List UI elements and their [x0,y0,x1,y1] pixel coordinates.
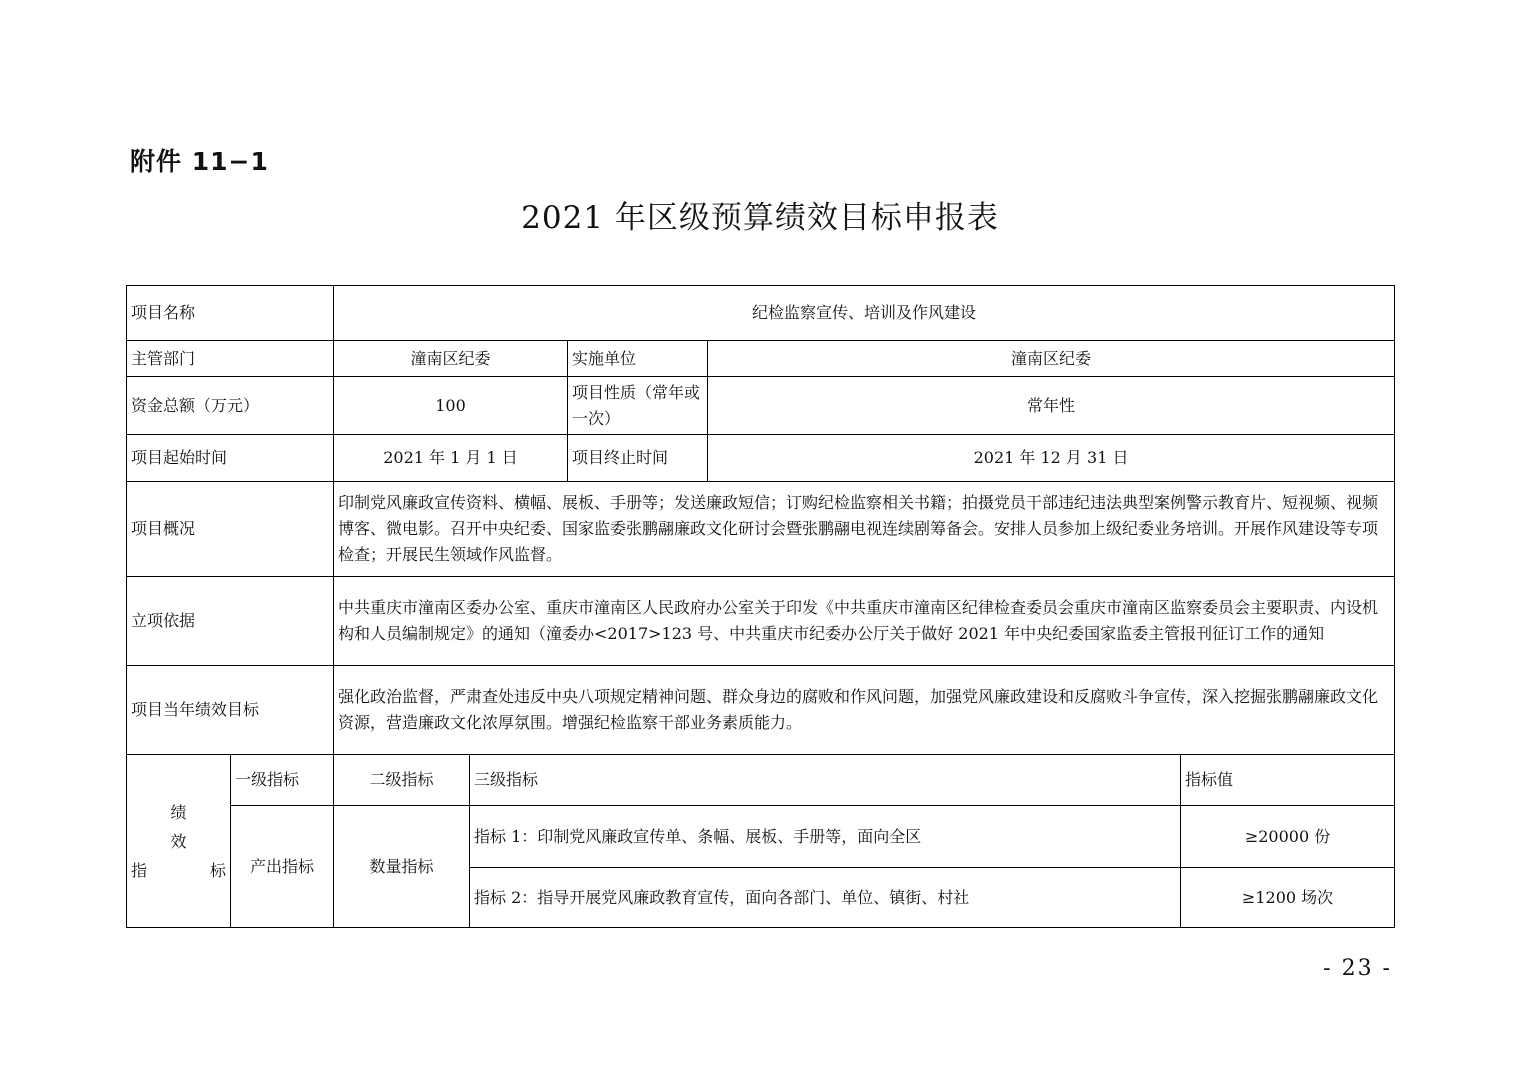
goal-label: 项目当年绩效目标 [127,666,334,755]
project-name-value: 纪检监察宣传、培训及作风建设 [334,286,1395,341]
col-level1-header: 一级指标 [231,755,334,806]
project-name-label: 项目名称 [127,286,334,341]
side-char-1: 绩 [170,802,187,822]
level1-value: 产出指标 [231,806,334,928]
indicator-row-1 [127,806,1395,868]
side-char-3 [131,856,226,885]
goal-value: 强化政治监督，严肃查处违反中央八项规定精神问题、群众身边的腐败和作风问题，加强党风廉政建设和反腐败斗争宣传，深入挖掘张鹏翮廉政文化资源，营造廉政文化浓厚氛围。增强纪检监察干部业务素质能力。 [334,666,1395,755]
page-number: - 23 - [1323,956,1392,981]
indicator-1-value: ≥20000 份 [1181,806,1395,868]
overview-label: 项目概况 [127,482,334,577]
unit-label: 实施单位 [568,341,708,377]
level2-value: 数量指标 [334,806,470,928]
overview-value: 印制党风廉政宣传资料、横幅、展板、手册等；发送廉政短信；订购纪检监察相关书籍；拍摄党员干部违纪违法典型案例警示教育片、短视频、视频博客、微电影。召开中央纪委、国家监委张鹏翮廉政文化研讨会暨张鹏翮电视连续剧筹备会。安排人员参加上级纪委业务培训。开展作风建设等专项检查；开展民生领域作风监督。 [334,482,1395,577]
budget-form-table [126,285,1395,928]
unit-value: 潼南区纪委 [708,341,1395,377]
col-level3-header: 三级指标 [470,755,1181,806]
indicator-1-desc: 指标 1：印制党风廉政宣传单、条幅、展板、手册等，面向全区 [470,806,1181,868]
basis-label: 立项依据 [127,577,334,666]
start-value: 2021 年 1 月 1 日 [334,435,568,482]
indicator-2-value: ≥1200 场次 [1181,868,1395,928]
dept-label: 主管部门 [127,341,334,377]
page-title: 2021 年区级预算绩效目标申报表 [521,200,999,236]
row-indicator-header [127,755,1395,806]
side-char-3b: 标 [209,860,226,880]
row-project-name [127,286,1395,341]
end-value: 2021 年 12 月 31 日 [708,435,1395,482]
dept-value: 潼南区纪委 [334,341,568,377]
row-overview [127,482,1395,577]
side-char-2: 效 [170,831,187,851]
side-char-3a: 指 [131,860,148,880]
col-level2-header: 二级指标 [334,755,470,806]
start-label: 项目起始时间 [127,435,334,482]
funds-label: 资金总额（万元） [127,377,334,435]
row-period [127,435,1395,482]
attachment-label: 附件 11−1 [130,147,269,176]
row-goal [127,666,1395,755]
row-funds [127,377,1395,435]
row-department [127,341,1395,377]
indicator-side-label [127,755,231,928]
col-value-header: 指标值 [1181,755,1395,806]
funds-value: 100 [334,377,568,435]
basis-value: 中共重庆市潼南区委办公室、重庆市潼南区人民政府办公室关于印发《中共重庆市潼南区纪律检查委员会重庆市潼南区监察委员会主要职责、内设机构和人员编制规定》的通知（潼委办<2017>123 号、中共重庆市纪委办公厅关于做好 2021 年中央纪委国家监委主管报刊征订工作的通知 [334,577,1395,666]
end-label: 项目终止时间 [568,435,708,482]
row-basis [127,577,1395,666]
nature-value: 常年性 [708,377,1395,435]
indicator-2-desc: 指标 2：指导开展党风廉政教育宣传，面向各部门、单位、镇街、村社 [470,868,1181,928]
nature-label: 项目性质（常年或一次） [568,377,708,435]
